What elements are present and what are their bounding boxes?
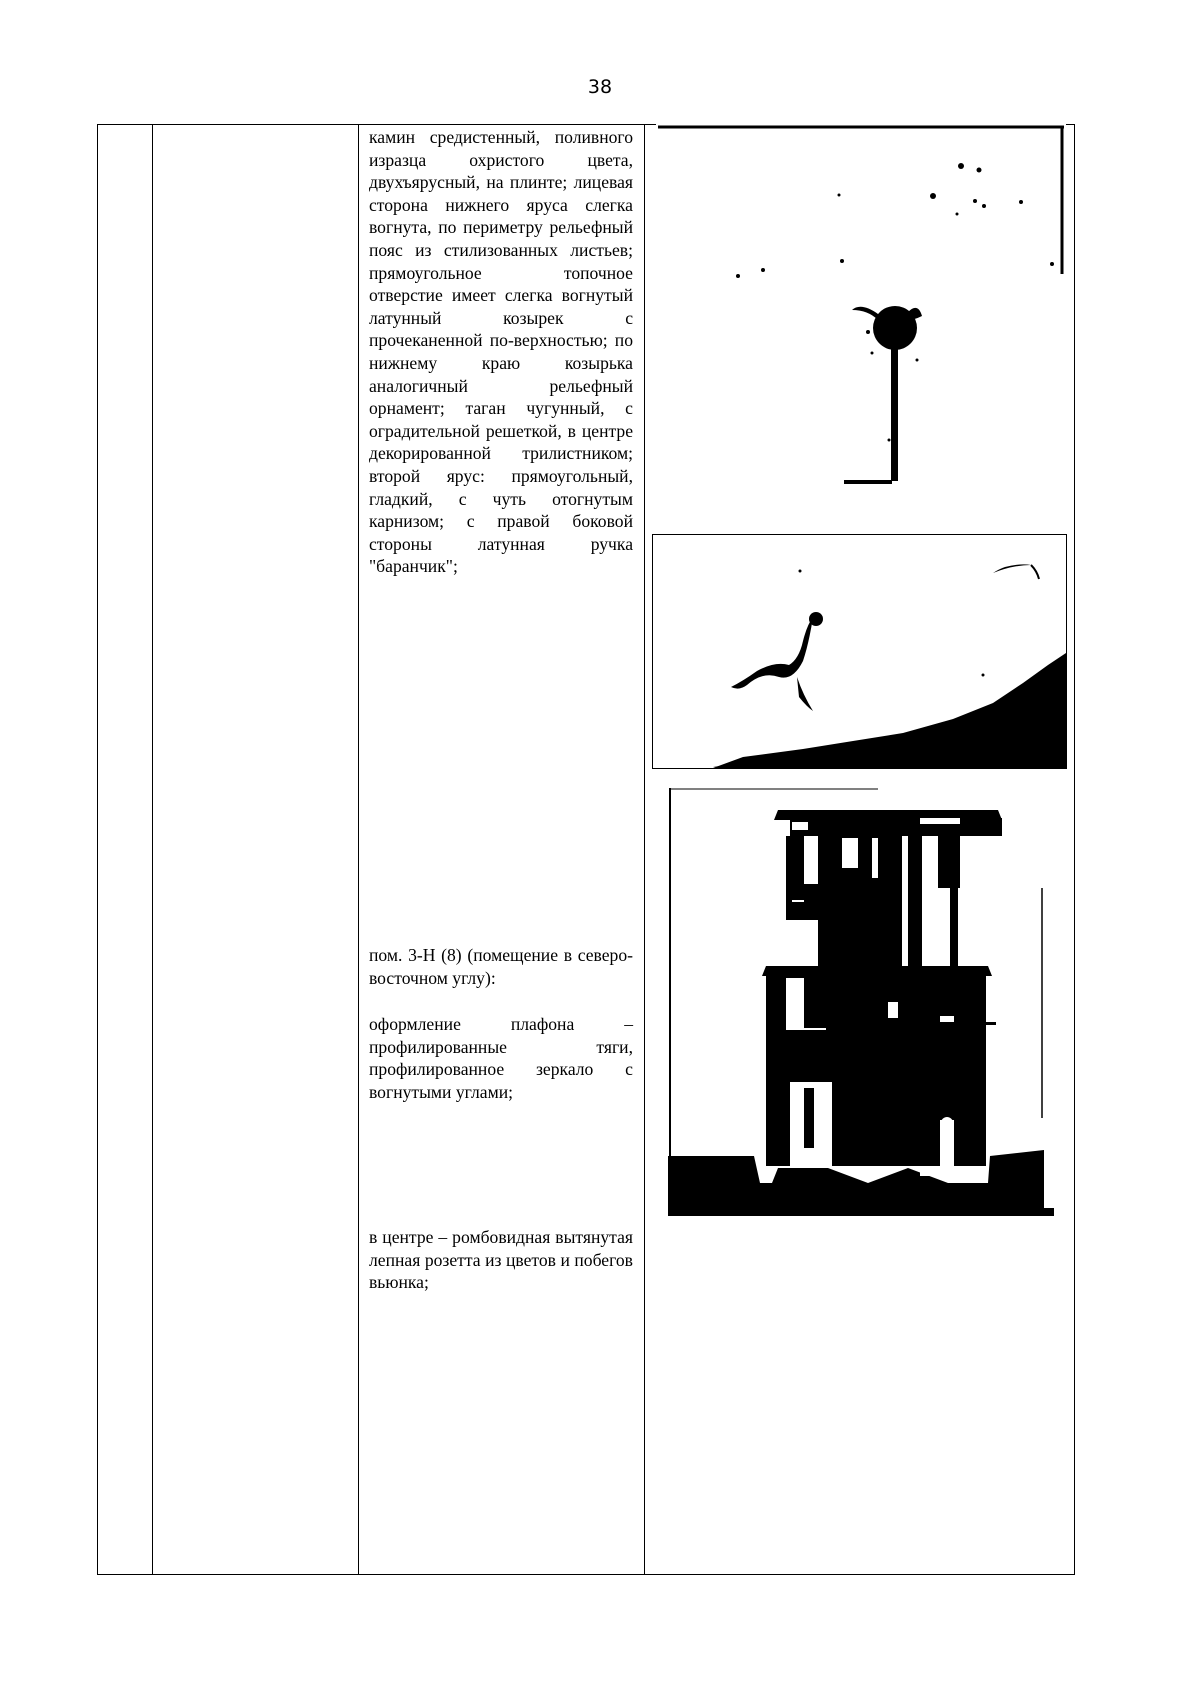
column-divider-1 (152, 124, 153, 1575)
photo-fireplace (668, 788, 1054, 1216)
fireplace-description: камин средистенный, поливного изразца охристого цвета, двухъярусный, на плинте; лицевая сторона нижнего яруса слегка вогнута, по периметру рельефный пояс из стилизованных листьев; прямоугольное топочное отверстие имеет слегка вогнутый латунный козырек с прочеканенной по-верхностью; по нижнему краю козырька аналогичный рельефный орнамент; таган чугунный, с оградительной решеткой, в центре декорированной трилистником; второй ярус: прямоугольный, гладкий, с чуть отогнутым карнизом; с правой боковой стороны латунная ручка "баранчик"; (369, 127, 633, 577)
photo-ceiling-corner (652, 534, 1067, 769)
page-number: 38 (587, 76, 613, 98)
room-heading: пом. 3-Н (8) (помещение в северо-восточном углу): (369, 945, 633, 988)
column-divider-2 (358, 124, 359, 1575)
table-border-right (1074, 124, 1075, 1575)
rosette-description: в центре – ромбовидная вытянутая лепная розетта из цветов и побегов вьюнка; (369, 1227, 633, 1293)
column-divider-3 (644, 124, 645, 1575)
ceiling-description: оформление плафона – профилированные тяги, профилированное зеркало с вогнутыми углами; (369, 1014, 633, 1102)
table-border-left (97, 124, 98, 1575)
table-bottom-border (97, 1574, 1074, 1575)
photo-ceiling-rosette (656, 124, 1066, 486)
